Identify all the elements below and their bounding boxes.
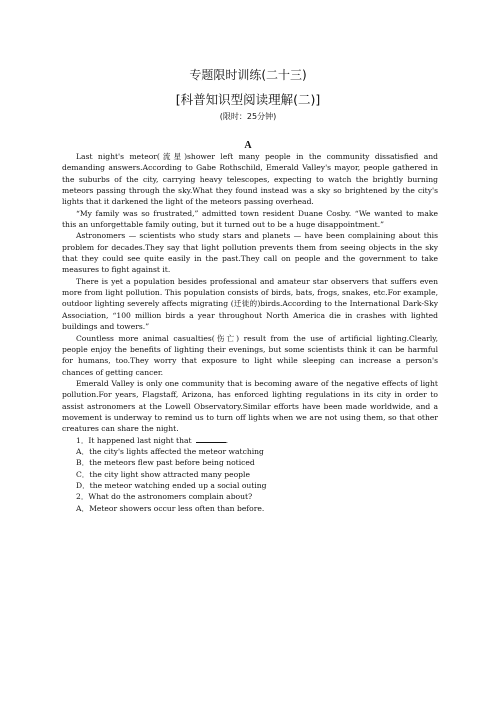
question-2: 2．What do the astronomers complain about?: [76, 492, 253, 502]
question-1-option-d: D．the meteor watching ended up a social outing: [76, 480, 267, 490]
section-label: A: [244, 140, 252, 151]
answer-blank: [196, 435, 226, 443]
passage-paragraph-3: Astronomers — scientists who study stars and planets — have been complaining about this problem for decades.They say that light pollution prevents them from seeing objects in the sky that they could see quite easily in the past.They call on people and the government to take measures to fight against it.: [62, 231, 438, 275]
question-1-option-b: B．the meteors flew past before being noticed: [76, 458, 255, 468]
passage-paragraph-5: Countless more animal casualties(伤亡) result from the use of artificial lighting.Clearly, people enjoy the benefits of lighting their evenings, but some scientists think it can be harmful for humans, too.They worry that exposure to light while sleeping can increase a person's chances of getting cancer.: [62, 333, 438, 377]
worksheet-subtitle: [科普知识型阅读理解(二)]: [175, 92, 321, 107]
question-1-end: .: [225, 435, 228, 445]
question-1: [62, 435, 438, 446]
question-1-option-c: C．the city light show attracted many people: [76, 469, 250, 479]
worksheet-title: 专题限时训练(二十三): [189, 68, 307, 82]
question-1-stem: 1．It happened last night that: [76, 435, 192, 445]
question-2-option-a: A．Meteor showers occur less often than before.: [76, 503, 265, 513]
question-1-option-a: A．the city's lights affected the meteor watching: [76, 446, 264, 456]
passage-paragraph-1: Last night's meteor(流星)shower left many people in the community dissatisfied and demanding answers.According to Gabe Rothschild, Emerald Valley's mayor, people gathered in the suburbs of the city, carrying heavy telescopes, expecting to watch the brightly burning meteors passing through the sky.What they found instead was a sky so brightened by the city's lights that it darkened the light of the meteors passing overhead.: [62, 152, 438, 207]
time-limit: (限时：25分钟): [219, 112, 277, 121]
passage-body: [62, 151, 438, 514]
passage-paragraph-4: There is yet a population besides professional and amateur star observers that suffers even more from light pollution. This population consists of birds, bats, frogs, snakes, etc.For example, outdoor lighting severely affects migrating (迁徙的)birds.According to the International Dark-Sky Association, “100 million birds a year throughout North America die in crashes with lighted buildings and towers.”: [62, 276, 438, 332]
passage-paragraph-6: Emerald Valley is only one community that is becoming aware of the negative effects of light pollution.For years, Flagstaff, Arizona, has enforced lighting regulations in its city in order to assist astronomers at the Lowell Observatory.Similar efforts have been made worldwide, and a movement is underway to remind us to turn off lights when we are not using them, so that other creatures can share the night.: [62, 378, 438, 434]
passage-paragraph-2: “My family was so frustrated,” admitted town resident Duane Cosby. “We wanted to make this an unforgettable family outing, but it turned out to be a huge disappointment.”: [62, 208, 438, 230]
